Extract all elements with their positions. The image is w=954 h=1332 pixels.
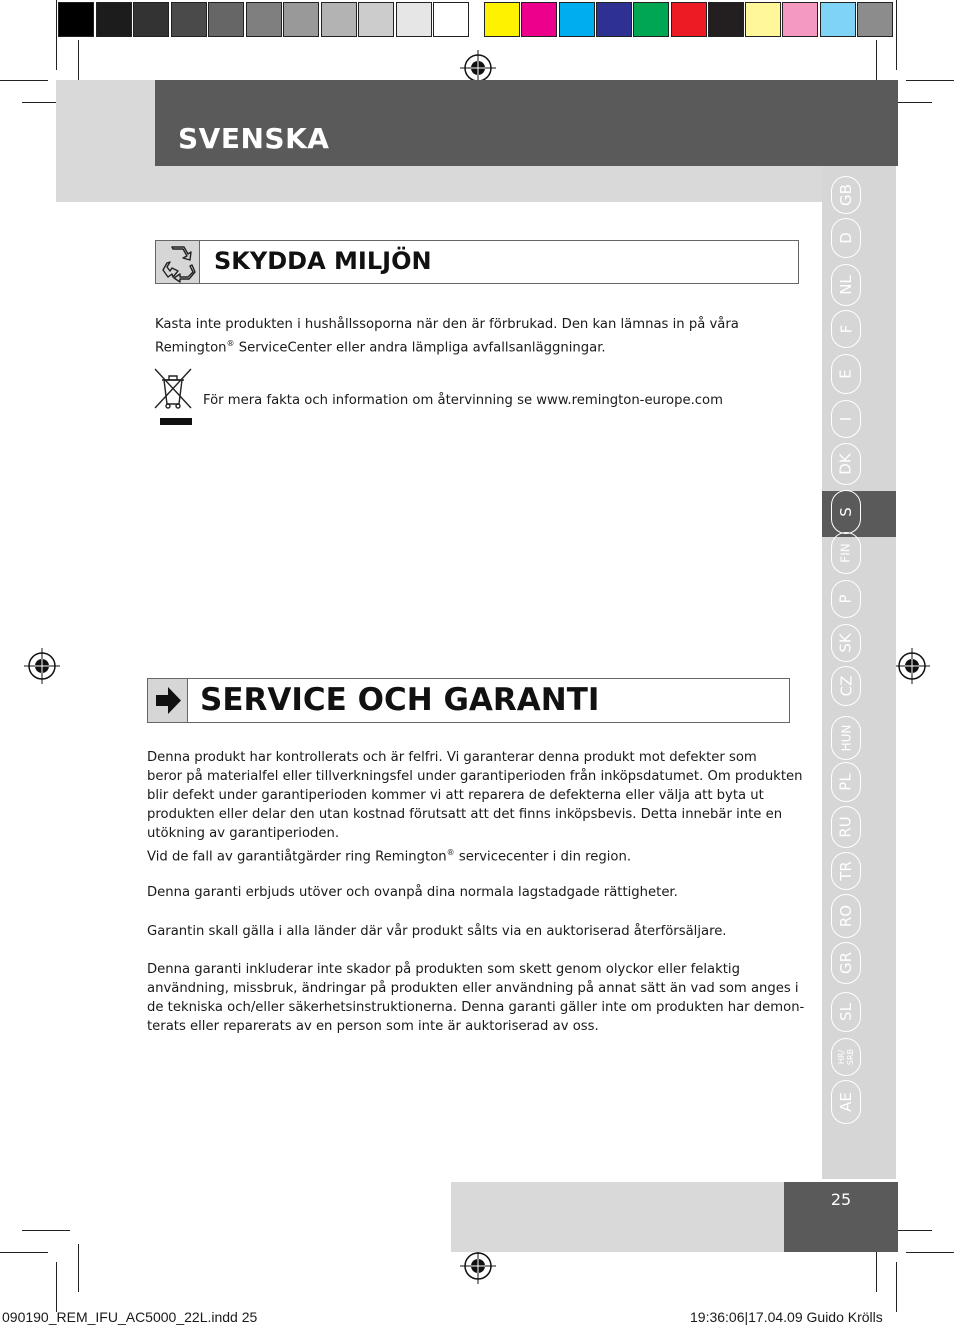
- registration-mark-bottom: [460, 1248, 496, 1284]
- language-tab-sl[interactable]: [831, 992, 861, 1032]
- color-swatch: [857, 2, 893, 37]
- language-tab-label: I: [837, 416, 855, 422]
- registration-mark-right: [894, 648, 930, 684]
- language-tab-hrsrb[interactable]: [831, 1038, 861, 1076]
- color-swatch: [358, 2, 394, 37]
- footer-grey-band: [451, 1182, 785, 1252]
- color-swatch: [321, 2, 357, 37]
- color-swatch: [208, 2, 244, 37]
- language-tab-ro[interactable]: [831, 894, 861, 938]
- frame-left-band: [56, 80, 156, 202]
- language-tab-gb[interactable]: [831, 176, 861, 214]
- language-tab-label: P: [836, 594, 855, 604]
- color-swatch: [671, 2, 707, 37]
- arrow-right-icon: [148, 679, 188, 722]
- language-tab-pl[interactable]: [831, 762, 861, 802]
- color-swatch: [633, 2, 669, 37]
- section-header-service: [147, 678, 790, 723]
- section-title-skydda: SKYDDA MILJÖN: [214, 247, 432, 275]
- language-tab-label: DK: [836, 453, 855, 475]
- slug-timestamp: 19:36:06|17.04.09 Guido Krölls: [690, 1309, 883, 1325]
- recycle-icon: [156, 241, 200, 283]
- section-title-service: SERVICE OCH GARANTI: [200, 682, 600, 718]
- language-tab-nl[interactable]: [831, 264, 861, 306]
- slug-file-name: 090190_REM_IFU_AC5000_22L.indd 25: [2, 1309, 258, 1325]
- language-tab-label: GB: [836, 184, 855, 206]
- language-tab-label: HUN: [838, 724, 853, 752]
- color-swatch: [484, 2, 520, 37]
- language-tab-f[interactable]: [831, 310, 861, 348]
- warranty-paragraph-1: Denna produkt har kontrollerats och är felfri. Vi garanterar denna produkt mot defekter som beror på materialfel eller tillverkningsfel under garantiperioden från inköpsdatumet. Om produkten blir defekt under garantiperioden kommer vi att reparera de defekterna eller välja att byta ut produkten eller delar den utan kostnad förutsatt att det finns inköpsbevis. Detta innebär inte en utökning av garantiperioden. Vid de fall av garantiåtgärder ring Remington® servicecenter i din region.: [147, 750, 803, 865]
- language-tab-label: SL: [836, 1003, 855, 1021]
- language-tab-label: HR/ SRB: [837, 1048, 855, 1066]
- environment-paragraph: Kasta inte produkten i hushållssoporna när den är förbrukad. Den kan lämnas in på våra Remington® ServiceCenter eller andra lämpliga avfallsanläggningar.: [155, 317, 739, 356]
- language-tab-label: SK: [836, 633, 855, 653]
- page-number: 25: [830, 1190, 852, 1209]
- color-swatch: [745, 2, 781, 37]
- frame-top-band: [156, 166, 896, 202]
- language-tab-sk[interactable]: [831, 624, 861, 662]
- warranty-paragraph-4: Denna garanti inkluderar inte skador på produkten som skett genom olyckor eller felaktig användning, missbruk, ändringar på produkten eller användning på annat sätt än vad som anges i de tekniska och/eller säkerhetsinstruktionerna. Denna garanti gäller inte om produkten har demon- terats eller reparerats av en person som inte är auktoriserad av oss.: [147, 962, 805, 1034]
- color-swatch: [820, 2, 856, 37]
- language-tab-label: D: [837, 232, 855, 244]
- section-header-skydda: [155, 240, 799, 284]
- warranty-paragraph-2: Denna garanti erbjuds utöver och ovanpå dina normala lagstadgade rättigheter.: [147, 885, 678, 900]
- color-swatch: [433, 2, 469, 37]
- language-tab-label: E: [836, 369, 855, 379]
- color-swatch: [58, 2, 94, 37]
- color-swatch: [396, 2, 432, 37]
- registration-mark-left: [24, 648, 60, 684]
- language-tab-fin[interactable]: [831, 532, 861, 574]
- language-tab-label: RO: [836, 904, 855, 928]
- color-swatch: [246, 2, 282, 37]
- color-swatch: [782, 2, 818, 37]
- language-tab-ru[interactable]: [831, 806, 861, 848]
- language-tab-cz[interactable]: [831, 666, 861, 706]
- language-tab-gr[interactable]: [831, 942, 861, 984]
- warranty-paragraph-3: Garantin skall gälla i alla länder där vår produkt sålts via en auktoriserad återförsäljare.: [147, 924, 727, 939]
- language-tab-p[interactable]: [831, 580, 861, 618]
- color-swatch: [96, 2, 132, 37]
- page-title: SVENSKA: [178, 122, 330, 155]
- color-calibration-bar: [56, 0, 896, 38]
- language-tab-d[interactable]: [831, 218, 861, 258]
- language-tab-label: RU: [837, 816, 855, 838]
- language-tab-i[interactable]: [831, 400, 861, 438]
- color-swatch: [521, 2, 557, 37]
- language-tab-label: CZ: [837, 675, 855, 697]
- crossed-bin-icon: [152, 366, 194, 426]
- language-tab-label: S: [837, 507, 855, 517]
- language-tab-label: F: [836, 324, 855, 334]
- language-tab-label: TR: [837, 861, 855, 881]
- language-tab-e[interactable]: [831, 354, 861, 394]
- language-tab-tr[interactable]: [831, 852, 861, 890]
- language-tab-label: PL: [837, 773, 855, 791]
- language-tab-s[interactable]: [831, 490, 861, 534]
- color-swatch: [133, 2, 169, 37]
- language-tab-hun[interactable]: [831, 716, 861, 760]
- color-swatch: [596, 2, 632, 37]
- color-swatch: [559, 2, 595, 37]
- recycling-info-line: För mera fakta och information om återvinning se www.remington-europe.com: [203, 393, 723, 408]
- language-tab-label: GR: [836, 951, 855, 975]
- language-tab-label: AE: [837, 1092, 855, 1112]
- language-tab-ae[interactable]: [831, 1080, 861, 1124]
- color-swatch: [708, 2, 744, 37]
- language-tab-label: FIN: [838, 543, 853, 563]
- language-tab-dk[interactable]: [831, 443, 861, 485]
- language-tab-label: NL: [836, 275, 855, 295]
- color-swatch: [283, 2, 319, 37]
- color-swatch: [171, 2, 207, 37]
